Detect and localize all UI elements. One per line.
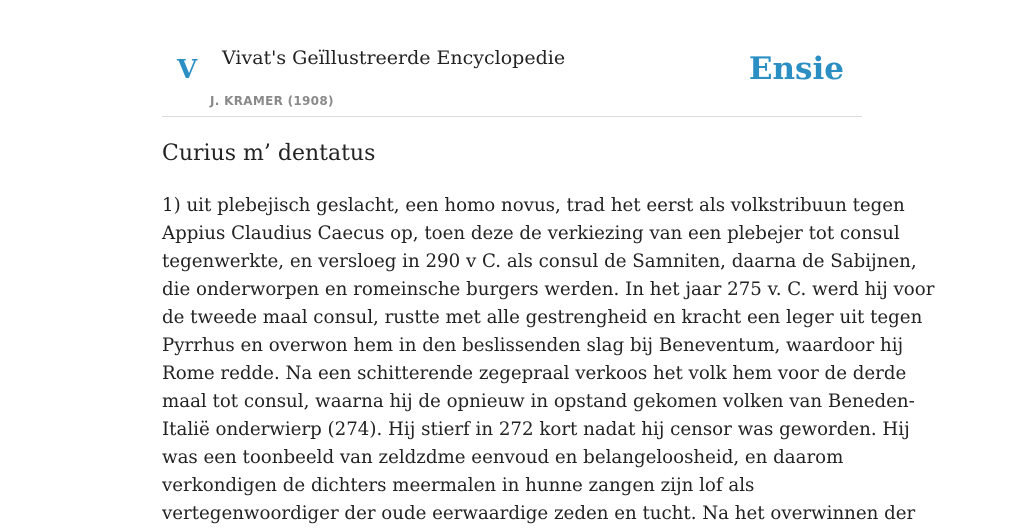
article-body	[162, 192, 935, 528]
body-line: was een toonbeeld van zeldzdme eenvoud en belangeloosheid, en daarom	[162, 447, 844, 468]
body-line: Appius Claudius Caecus op, toen deze de verkiezing van een plebejer tot consul	[162, 223, 900, 244]
body-line: vertegenwoordiger der oude eerwaardige zeden en tucht. Na het overwinnen der	[162, 503, 916, 524]
publication-title[interactable]: Vivat's Geïllustreerde Encyclopedie	[222, 47, 566, 69]
body-line: die onderworpen en romeinsche burgers werden. In het jaar 275 v. C. werd hij voor	[162, 279, 935, 300]
body-line: de tweede maal consul, rustte met alle gestrengheid en kracht een leger uit tegen	[162, 307, 923, 328]
article-title: Curius m’ dentatus	[162, 141, 376, 166]
publication-logo[interactable]: V	[177, 55, 198, 85]
body-line: maal tot consul, waarna hij de opnieuw in opstand gekomen volken van Beneden-	[162, 391, 915, 412]
body-line: verkondigen de dichters meermalen in hunne zangen zijn lof als	[162, 475, 755, 496]
ensie-logo-link[interactable]: Ensie	[748, 51, 844, 87]
publication-author: J. KRAMER (1908)	[210, 94, 334, 108]
body-line: 1) uit plebejisch geslacht, een homo novus, trad het eerst als volkstribuun tegen	[162, 195, 905, 216]
header	[162, 0, 862, 117]
body-line: Pyrrhus en overwon hem in den beslissenden slag bij Beneventum, waardoor hij	[162, 335, 904, 356]
body-line: Rome redde. Na een schitterende zegepraal verkoos het volk hem voor de derde	[162, 363, 907, 384]
body-line: tegenwerkte, en versloeg in 290 v C. als consul de Samniten, daarna de Sabijnen,	[162, 251, 917, 272]
body-line: Italië onderwierp (274). Hij stierf in 272 kort nadat hij censor was geworden. Hij	[162, 419, 910, 440]
